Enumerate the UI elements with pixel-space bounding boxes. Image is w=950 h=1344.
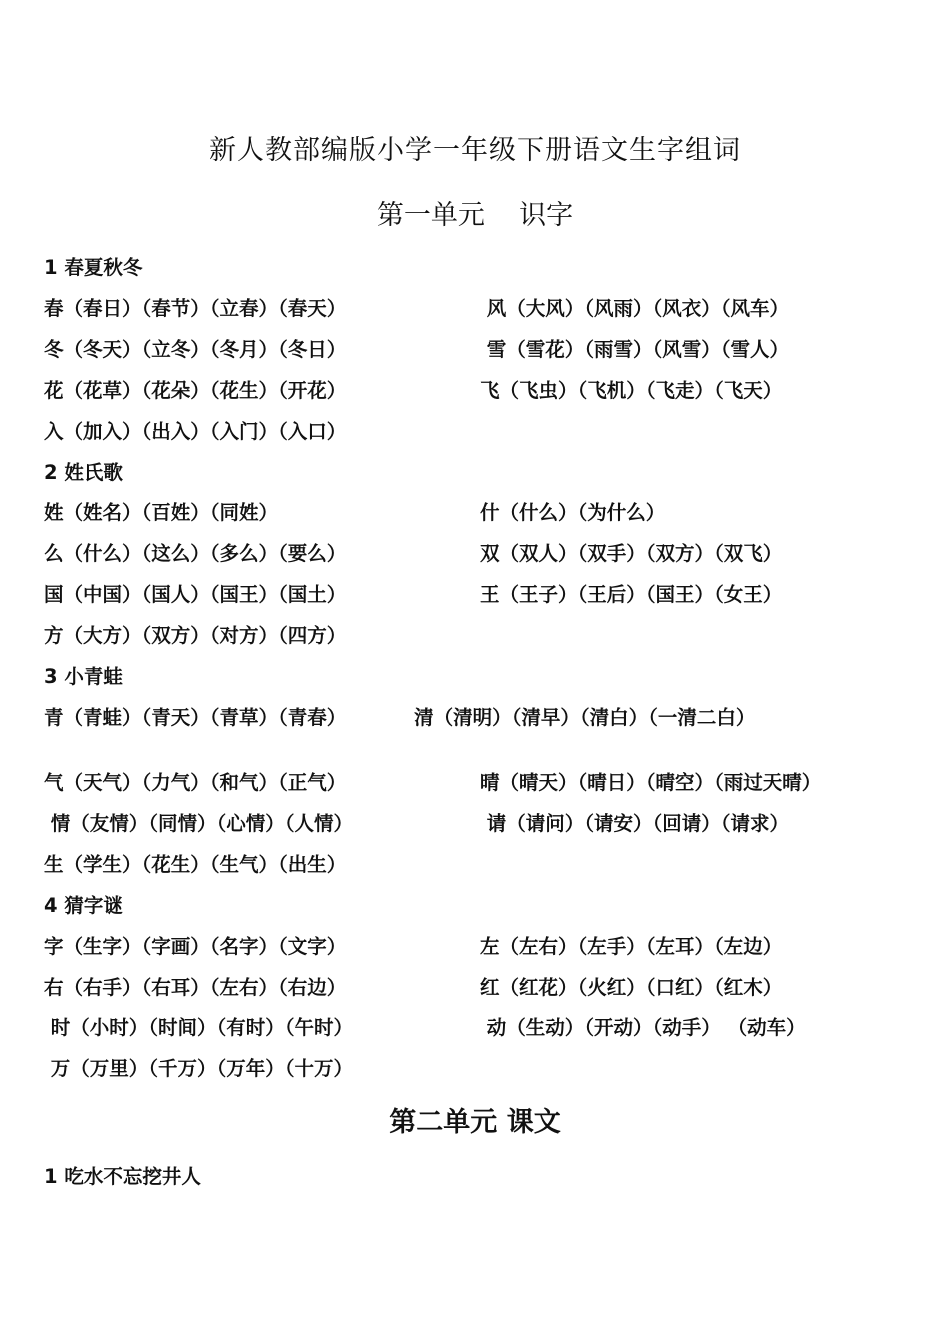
word-row-left: 字（生字）（字画）（名字）（文字）: [44, 935, 347, 958]
lesson-heading: 1 春夏秋冬: [44, 256, 143, 279]
word-row-right: 请（请问）（请安）（回请）（请求）: [480, 812, 790, 835]
word-row-left: 方（大方）（双方）（对方）（四方）: [44, 624, 347, 647]
word-row-wrapped: 青（青蛙）（青天）（青草）（青春） 清（清明）（清早）（清白）（一清二白）: [44, 706, 756, 729]
word-row-right: 雪（雪花）（雨雪）（风雪）（雪人）: [480, 338, 790, 361]
word-row-left: 情（友情）（同情）（心情）（人情）: [44, 812, 354, 835]
word-row-left: 气（天气）（力气）（和气）（正气）: [44, 771, 347, 794]
word-row-right: 动（生动）（开动）（动手） （动车）: [480, 1016, 806, 1039]
word-row-right: 飞（飞虫）（飞机）（飞走）（飞天）: [480, 379, 783, 402]
word-row-right: 左（左右）（左手）（左耳）（左边）: [480, 935, 783, 958]
word-row-left: 万（万里）（千万）（万年）（十万）: [44, 1057, 354, 1080]
word-row-left: 姓（姓名）（百姓）（同姓）: [44, 501, 279, 524]
word-row-left: 春（春日）（春节）（立春）（春天）: [44, 297, 347, 320]
word-row-right: 王（王子）（王后）（国王）（女王）: [480, 583, 783, 606]
word-row-left: 右（右手）（右耳）（左右）（右边）: [44, 976, 347, 999]
unit-1-title: 第一单元 识字: [376, 200, 574, 231]
unit-2-title: 第二单元 课文: [389, 1107, 561, 1138]
word-row-left: 国（中国）（国人）（国王）（国土）: [44, 583, 347, 606]
lesson-heading: 4 猜字谜: [44, 894, 123, 917]
word-row-right: 什（什么）（为什么）: [480, 501, 666, 524]
lesson-heading: 1 吃水不忘挖井人: [44, 1165, 201, 1188]
document-title: 新人教部编版小学一年级下册语文生字组词: [209, 135, 741, 166]
word-row-right: 晴（晴天）（晴日）（晴空）（雨过天晴）: [480, 771, 822, 794]
lesson-heading: 2 姓氏歌: [44, 461, 123, 484]
word-row-right: 风（大风）（风雨）（风衣）（风车）: [480, 297, 790, 320]
word-row-left: 入（加入）（出入）（入门）（入口）: [44, 420, 347, 443]
word-row-left: 花（花草）（花朵）（花生）（开花）: [44, 379, 347, 402]
word-row-left: 冬（冬天）（立冬）（冬月）（冬日）: [44, 338, 347, 361]
word-row-left: 生（学生）（花生）（生气）（出生）: [44, 853, 347, 876]
word-row-right: 双（双人）（双手）（双方）（双飞）: [480, 542, 783, 565]
lesson-heading: 3 小青蛙: [44, 665, 123, 688]
word-row-right: 红（红花）（火红）（口红）（红木）: [480, 976, 783, 999]
word-row-left: 时（小时）（时间）（有时）（午时）: [44, 1016, 354, 1039]
word-row-left: 么（什么）（这么）（多么）（要么）: [44, 542, 347, 565]
